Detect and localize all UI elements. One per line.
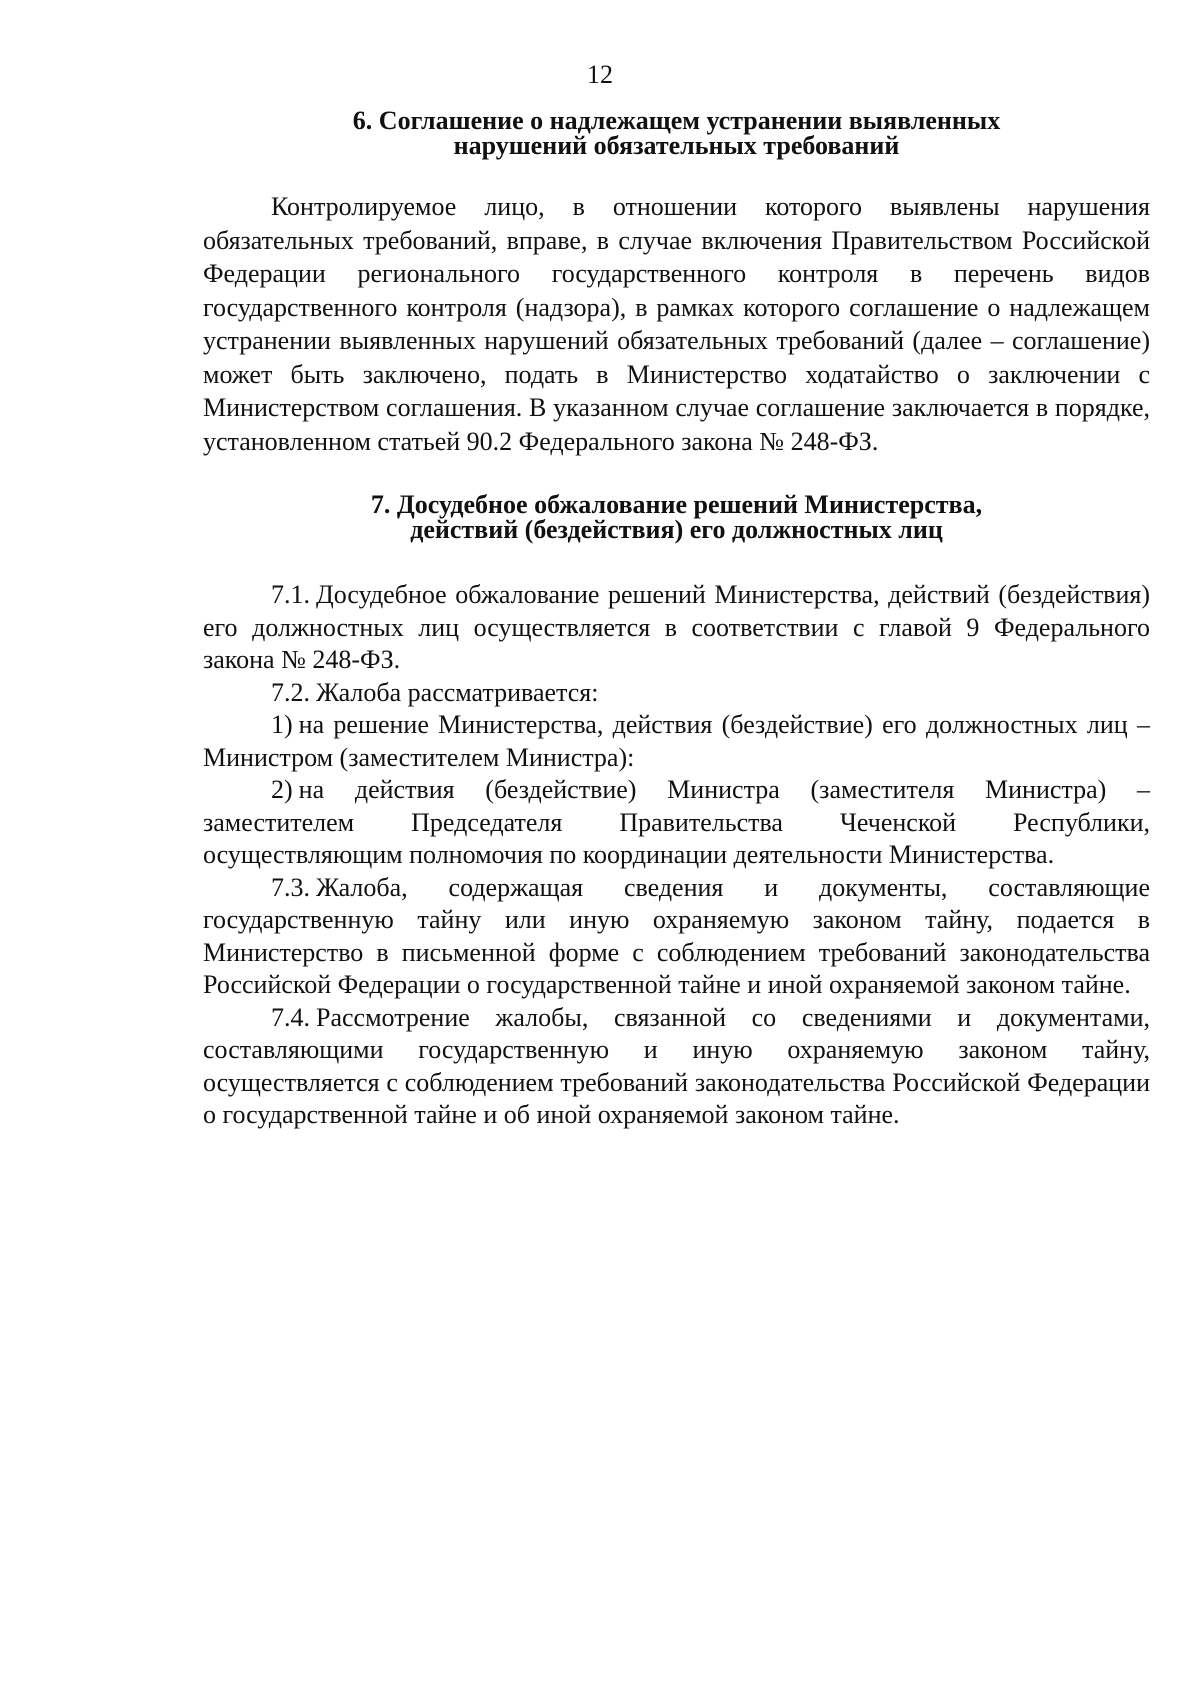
document-content	[203, 108, 1150, 1132]
clause-number: 7.3.	[271, 872, 310, 902]
clause-text: Рассмотрение жалобы, связанной со сведениями и документами, составляющими государственную и иную охраняемую законом тайну, осуществляется с соблюдением требований законодательства Российской Федерации о государственной тайне и об иной охраняемой законом тайне.	[203, 1002, 1150, 1129]
clause-7-4	[203, 1002, 1150, 1132]
clause-text: на решение Министерства, действия (бездействие) его должностных лиц – Министром (заместителем Министра):	[203, 710, 1150, 772]
section-6-heading	[203, 108, 1150, 158]
clause-number: 7.1.	[271, 580, 310, 609]
clause-number: 7.2.	[271, 677, 310, 707]
section-6-body	[203, 190, 1150, 458]
subclause-2	[203, 774, 1150, 872]
section-7-heading-line-2: действий (бездействия) его должностных лиц	[410, 515, 943, 544]
clause-text: Жалоба, содержащая сведения и документы, составляющие государственную тайну или иную охраняемую законом тайну, подается в Министерство в письменной форме с соблюдением требований законодательства Российской Федерации о государственной тайне и иной охраняемой законом тайне.	[203, 872, 1150, 999]
section-7-body	[203, 579, 1150, 1132]
subclause-1	[203, 709, 1150, 774]
section-7-heading-line-1: 7. Досудебное обжалование решений Министерства,	[370, 490, 983, 519]
section-6-heading-line-2: нарушений обязательных требований	[453, 131, 900, 160]
clause-number: 1)	[271, 710, 293, 739]
section-6-heading-line-1: 6. Соглашение о надлежащем устранении выявленных	[352, 106, 1001, 135]
clause-text: на действия (бездействие) Министра (заместителя Министра) – заместителем Председателя Правительства Чеченской Республики, осуществляющим полномочия по координации деятельности Министерства.	[203, 775, 1150, 869]
page-number: 12	[587, 60, 613, 89]
clause-7-3	[203, 872, 1150, 1002]
section-6-paragraph: Контролируемое лицо, в отношении которого выявлены нарушения обязательных требований, вправе, в случае включения Правительством Российской Федерации регионального государственного контроля в перечень видов государственного контроля (надзора), в рамках которого соглашение о надлежащем устранении выявленных нарушений обязательных требований (далее – соглашение) может быть заключено, подать в Министерство ходатайство о заключении с Министерством соглашения. В указанном случае соглашение заключается в порядке, установленном статьей 90.2 Федерального закона № 248-ФЗ.	[203, 192, 1150, 456]
clause-text: Жалоба рассматривается:	[316, 677, 599, 707]
clause-number: 2)	[271, 775, 293, 804]
clause-7-1	[203, 579, 1150, 677]
clause-number: 7.4.	[271, 1002, 310, 1032]
clause-text: Досудебное обжалование решений Министерства, действий (бездействия) его должностных лиц осуществляется в соответствии с главой 9 Федерального закона № 248-ФЗ.	[203, 580, 1150, 674]
section-7-heading	[203, 492, 1150, 542]
clause-7-2	[203, 677, 1150, 710]
